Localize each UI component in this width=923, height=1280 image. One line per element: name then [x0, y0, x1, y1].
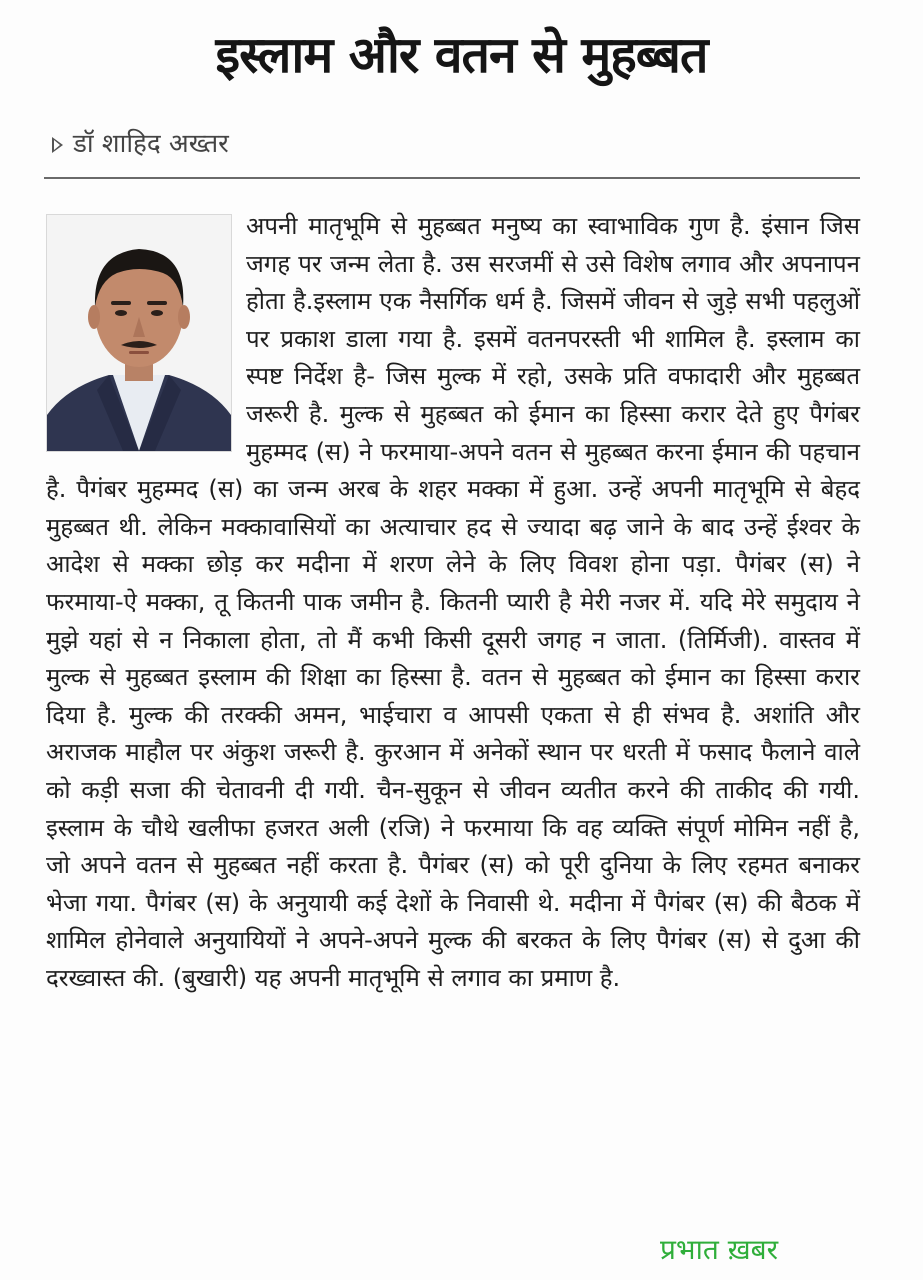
newspaper-logo: प्रभात ख़बर — [660, 1233, 779, 1266]
article-body-text: अपनी मातृभूमि से मुहब्बत मनुष्य का स्वाभाविक गुण है. इंसान जिस जगह पर जन्म लेता है. उस सरजमीं से उसे विशेष लगाव और अपनापन होता है.इस्लाम एक नैसर्गिक धर्म है. जिसमें जीवन से जुड़े सभी पहलुओं पर प्रकाश डाला गया है. इसमें वतनपरस्ती भी शामिल है. इस्लाम का स्पष्ट निर्देश है- जिस मुल्क में रहो, उसके प्रति वफादारी और मुहब्बत जरूरी है. मुल्क से मुहब्बत को ईमान का हिस्सा करार देते हुए पैगंबर मुहम्मद (स) ने फरमाया-अपने वतन से मुहब्बत करना ईमान की पहचान है. पैगंबर मुहम्मद (स) का जन्म अरब के शहर मक्का में हुआ. उन्हें अपनी मातृभूमि से बेहद मुहब्बत थी. लेकिन मक्कावासियों का अत्याचार हद से ज्यादा बढ़ जाने के बाद उन्हें ईश्वर के आदेश से मक्का छोड़ कर मदीना में शरण लेने के लिए विवश होना पड़ा. पैगंबर (स) ने फरमाया-ऐ मक्का, तू कितनी पाक जमीन है. कितनी प्यारी है मेरी नजर में. यदि मेरे समुदाय ने मुझे यहां से न निकाला होता, तो मैं कभी किसी दूसरी जगह न जाता. (तिर्मिजी). वास्तव में मुल्क से मुहब्बत इस्लाम की शिक्षा का हिस्सा है. वतन से मुहब्बत को ईमान का हिस्सा करार दिया है. मुल्क की तरक्की अमन, भाईचारा व आपसी एकता से ही संभव है. अशांति और अराजक माहौल पर अंकुश जरूरी है. कुरआन में अनेकों स्थान पर धरती में फसाद फैलाने वाले को कड़ी सजा की चेतावनी दी गयी. चैन-सुकून से जीवन व्यतीत करने की ताकीद की गयी. इस्लाम के चौथे खलीफा हजरत अली (रजि) ने फरमाया कि वह व्यक्ति संपूर्ण मोमिन नहीं है, जो अपने वतन से मुहब्बत नहीं करता है. पैगंबर (स) को पूरी दुनिया के लिए रहमत बनाकर भेजा गया. पैगंबर (स) के अनुयायी कई देशों के निवासी थे. मदीना में पैगंबर (स) की बैठक में शामिल होनेवाले अनुयायियों ने अपने-अपने मुल्क की बरकत के लिए पैगंबर (स) से दुआ की दरख्वास्त की. (बुखारी) यह अपनी मातृभूमि से लगाव का प्रमाण है. — [46, 212, 860, 992]
photo-wrap-spacer — [46, 208, 246, 458]
header-divider — [44, 177, 860, 179]
article-body — [46, 208, 860, 997]
article-headline: इस्लाम और वतन से मुहब्बत — [215, 26, 708, 84]
author-name: डॉ शाहिद अख्तर — [73, 129, 229, 159]
byline — [52, 124, 229, 164]
triangle-bullet-icon — [52, 137, 63, 153]
